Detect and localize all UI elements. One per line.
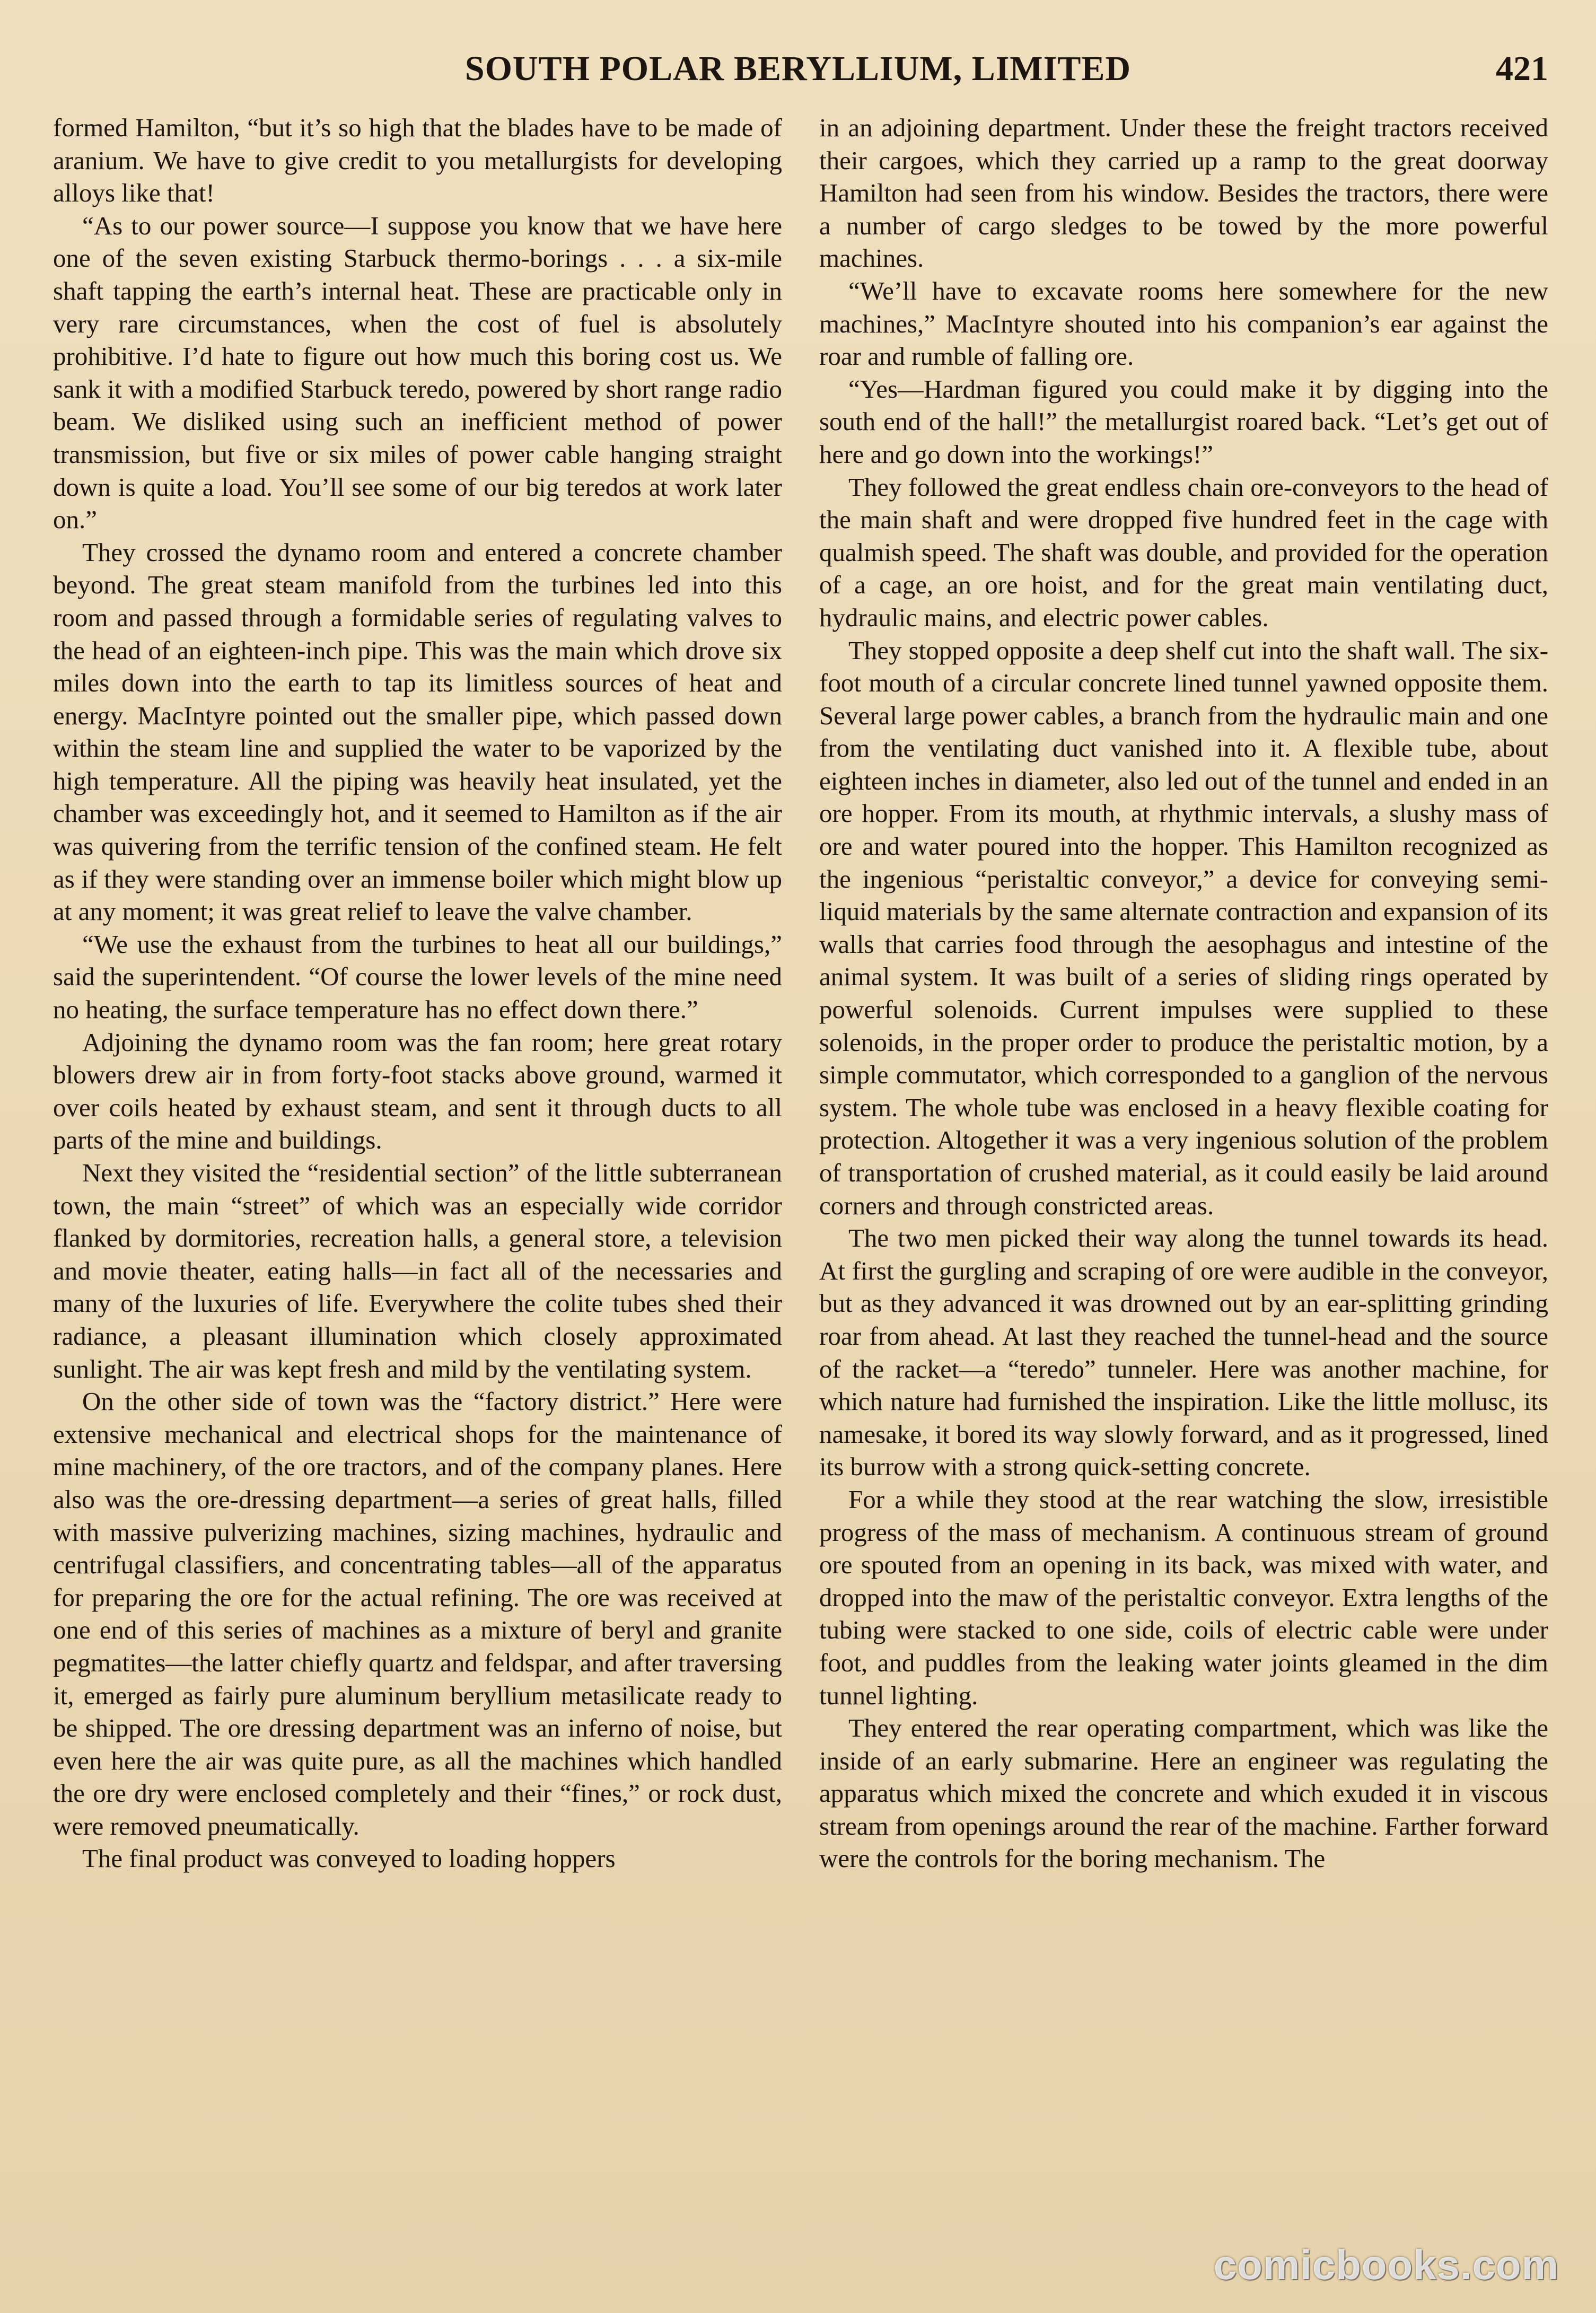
paragraph: They crossed the dynamo room and entered a concrete chamber beyond. The great steam manifold from the turbines led into this room and passed through a formidable series of regulating valves to the head of an eighteen-inch pipe. This was the main which drove six miles down into the earth to tap its limitless sources of heat and energy. MacIntyre pointed out the smaller pipe, which passed down within the steam line and supplied the water to be vaporized by the high temperature. All the piping was heavily heat insulated, yet the chamber was exceedingly hot, and it seemed to Hamilton as if the air was quivering from the terrific tension of the confined steam. He felt as if they were standing over an immense boiler which might blow up at any moment; it was great relief to leave the valve chamber.: [53, 537, 782, 926]
running-title: SOUTH POLAR BERYLLIUM, LIMITED: [464, 49, 1132, 88]
paragraph: “We’ll have to excavate rooms here somewhere for the new machines,” MacIntyre shouted into his companion’s ear against the roar and rumble of falling ore.: [819, 276, 1548, 371]
site-watermark: comicbooks.com: [1213, 2241, 1559, 2288]
text-column-right: [819, 111, 1548, 2285]
paragraph: “Yes—Hardman figured you could make it by digging into the south end of the hall!” the metallurgist roared back. “Let’s get out of here and go down into the workings!”: [819, 374, 1548, 469]
paragraph: They followed the great endless chain ore-conveyors to the head of the main shaft and were dropped five hundred feet in the cage with qualmish speed. The shaft was double, and provided for the operation of a cage, an ore hoist, and for the great main ventilating duct, hydraulic mains, and electric power cables.: [819, 472, 1548, 632]
paragraph: For a while they stood at the rear watching the slow, irresistible progress of the mass of mechanism. A continuous stream of ground ore spouted from an opening in its back, was mixed with water, and dropped into the maw of the peristaltic conveyor. Extra lengths of the tubing were stacked to one side, coils of electric cable were under foot, and puddles from the leaking water joints gleamed in the dim tunnel lighting.: [819, 1484, 1548, 1710]
paragraph: formed Hamilton, “but it’s so high that the blades have to be made of aranium. We have to give credit to you metallurgists for developing alloys like that!: [53, 113, 782, 208]
paragraph: On the other side of town was the “factory district.” Here were extensive mechanical and electrical shops for the maintenance of mine machinery, of the ore tractors, and of the company planes. Here also was the ore-dressing department—a series of great halls, filled with massive pulverizing machines, sizing machines, hydraulic and centrifugal classifiers, and concentrating tables—all of the apparatus for preparing the ore for the actual refining. The ore was received at one end of this series of machines as a mixture of beryl and granite pegmatites—the latter chiefly quartz and feldspar, and after traversing it, emerged as fairly pure aluminum beryllium metasilicate ready to be shipped. The ore dressing department was an inferno of noise, but even here the air was quite pure, as all the machines which handled the ore dry were enclosed completely and their “fines,” or rock dust, were removed pneumatically.: [53, 1387, 782, 1841]
paragraph: in an adjoining department. Under these the freight tractors received their cargoes, which they carried up a ramp to the great doorway Hamilton had seen from his window. Besides the tractors, there were a number of cargo sledges to be towed by the more powerful machines.: [819, 113, 1548, 273]
paragraph: “We use the exhaust from the turbines to heat all our buildings,” said the superintendent. “Of course the lower levels of the mine need no heating, the surface temperature has no effect down there.”: [53, 929, 782, 1024]
paragraph: Adjoining the dynamo room was the fan room; here great rotary blowers drew air in from forty-foot stacks above ground, warmed it over coils heated by exhaust steam, and sent it through ducts to all parts of the mine and buildings.: [53, 1027, 782, 1155]
paragraph: Next they visited the “residential section” of the little subterranean town, the main “street” of which was an especially wide corridor flanked by dormitories, recreation halls, a general store, a television and movie theater, eating halls—in fact all of the necessaries and many of the luxuries of life. Everywhere the colite tubes shed their radiance, a pleasant illumination which closely approximated sunlight. The air was kept fresh and mild by the ventilating system.: [53, 1158, 782, 1383]
page-number: 421: [1496, 49, 1548, 88]
text-column-left: [53, 111, 782, 2285]
paragraph: The final product was conveyed to loading hoppers: [82, 1844, 616, 1873]
paragraph: They entered the rear operating compartment, which was like the inside of an early submarine. Here an engineer was regulating the apparatus which mixed the concrete and which exuded it in viscous stream from openings around the rear of the machine. Farther forward were the controls for the boring mechanism. The: [819, 1713, 1548, 1873]
page-header: [0, 37, 1596, 101]
paragraph: “As to our power source—I suppose you know that we have here one of the seven existing Starbuck thermo-borings . . . a six-mile shaft tapping the earth’s internal heat. These are practicable only in very rare circumstances, when the cost of fuel is absolutely prohibitive. I’d hate to figure out how much this boring cost us. We sank it with a modified Starbuck teredo, powered by short range radio beam. We disliked using such an inefficient method of power transmission, but five or six miles of power cable hanging straight down is quite a load. You’ll see some of our big teredos at work later on.”: [53, 211, 782, 535]
paragraph: They stopped opposite a deep shelf cut into the shaft wall. The six-foot mouth of a circular concrete lined tunnel yawned opposite them. Several large power cables, a branch from the hydraulic main and one from the ventilating duct vanished into it. A flexible tube, about eighteen inches in diameter, also led out of the tunnel and ended in an ore hopper. From its mouth, at rhythmic intervals, a slushy mass of ore and water poured into the hopper. This Hamilton recognized as the ingenious “peristaltic conveyor,” a device for conveying semi-liquid materials by the same alternate contraction and expansion of its walls that carries food through the aesophagus and intestine of the animal system. It was built of a series of sliding rings operated by powerful solenoids. Current impulses were supplied to these solenoids, in the proper order to produce the peristaltic motion, by a simple commutator, which corresponded to a ganglion of the nervous system. The whole tube was enclosed in a heavy flexible coating for protection. Altogether it was a very ingenious solution of the problem of transportation of crushed material, as it could easily be laid around corners and through constricted areas.: [819, 635, 1548, 1220]
paragraph: The two men picked their way along the tunnel towards its head. At first the gurgling and scraping of ore were audible in the conveyor, but as they advanced it was drowned out by an ear-splitting grinding roar from ahead. At last they reached the tunnel-head and the source of the racket—a “teredo” tunneler. Here was another machine, for which nature had furnished the inspiration. Like the little mollusc, its namesake, it bored its way slowly forward, and as it progressed, lined its burrow with a strong quick-setting concrete.: [819, 1223, 1548, 1482]
